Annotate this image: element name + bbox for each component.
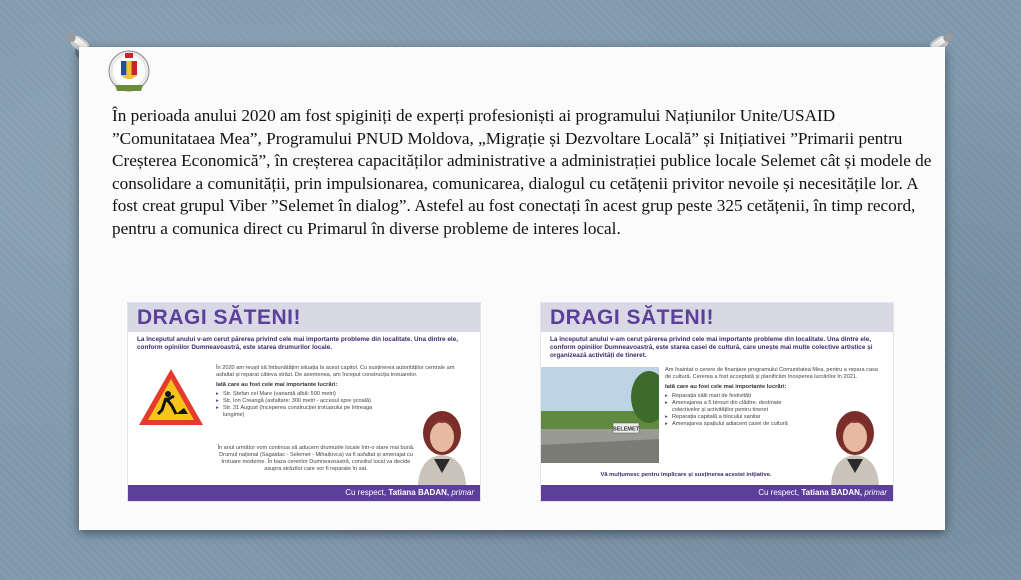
list-item: ▸ Reparația sălii mari de festivități [665,393,805,400]
poster-list-title: Iată care au fost cele mai importante lucrări: [216,382,338,388]
poster-heading: DRAGI SĂTENI! [128,303,480,332]
poster-intro: La începutul anului v-am cerut părerea privind cele mai importante probleme din localitate. Una dintre ele, conform opiniilor Dumneavoastră, este starea drumurilor locale. [137,336,459,351]
coat-of-arms-icon [107,49,151,99]
list-item: ▸ Reparația capitală a blocului sanitar [665,414,805,421]
poster-closing: În anul următor vom continua să aducem drumurile locale într-o stare mai bună. Drumul național (Sagaidac - Selemet - Mihailovca) va fi asfaltat și amenajat cu trotuare moderne. În baza cererilor Dumneavoastră, consiliul local va decide asupra străzilor care vor fi reparate în sat. [217,445,415,472]
village-sign-text: SELEMET [613,426,639,433]
poster-closing: Vă mulțumesc pentru implicare și susținerea acestei inițiative. [600,472,772,478]
mayor-portrait [821,399,889,485]
poster-list-title: Iată care au fost cele mai importante lucrări: [665,384,787,390]
poster-culture-house [540,302,894,502]
road-works-sign-icon [136,366,206,428]
poster-signature: Cu respect, Tatiana BADAN, primar [128,485,480,501]
poster-intro: La începutul anului v-am cerut părerea privind cele mai importante probleme din localitate. Una dintre ele, conform opiniilor Dumneavoastră, este starea casei de cultură, care unește mai multe colective artistice și organizează activități de tineret. [550,336,873,359]
poster-paragraph: Am înaintat o cerere de finanțare programului Comunitatea Mea, pentru a repara casa de cultură. Cererea a fost acceptată și planificăm începerea lucrărilor în 2021. [665,367,878,380]
mayor-portrait [408,399,476,485]
list-item: ▸ Amenajarea a 5 birouri din clădire, destinate colectivelor și activităților pentru tineret [665,400,805,414]
village-road-photo [541,367,659,463]
list-item: ▸ Str. Ștefan cel Mare (variantă albă: 500 metri) [216,391,391,398]
poster-paragraph: În 2020 am reușit să îmbunătățim situația la acest capitol. Cu susținerea autorităților centrale am asfaltat și reparat câteva străzi. De asemenea, am început construcția trotuarelor. [216,365,455,378]
poster-heading: DRAGI SĂTENI! [541,303,893,332]
list-item: ▸ Str. Ion Creangă (asfaltare: 300 metri - accesul spre școală) [216,398,391,405]
body-paragraph: În perioada anului 2020 am fost spiginiți de experți profesioniști ai programului Națiunilor Unite/USAID ”Comunitataea Mea”, Programului PNUD Moldova, „Migrație și Dezvoltare Locală” și Inițiativei ”Primarii pentru Creșterea Economică”, în creșterea capacităților administrative a administrației publice locale Selemet cât și modele de consolidare a comunității, prin impulsionarea, comunicarea, dialogul cu cetățenii privitor nevoile și necesitățile lor. A fost creat grupul Viber ”Selemet în dialog”. Astefel au fost conectați în acest grup peste 325 cetățenii, în timp record, pentru a comunica direct cu Primarul în diverse probleme de interes local. [112,106,932,238]
list-item: ▸ Str. 31 August (începerea construcției trotuarului pe întreaga lungime) [216,405,391,419]
poster-signature: Cu respect, Tatiana BADAN, primar [541,485,893,501]
list-item: ▸ Amenajarea spațiului adiacent casei de cultură [665,421,805,428]
slide-paper [79,47,945,530]
poster-roads [127,302,481,502]
